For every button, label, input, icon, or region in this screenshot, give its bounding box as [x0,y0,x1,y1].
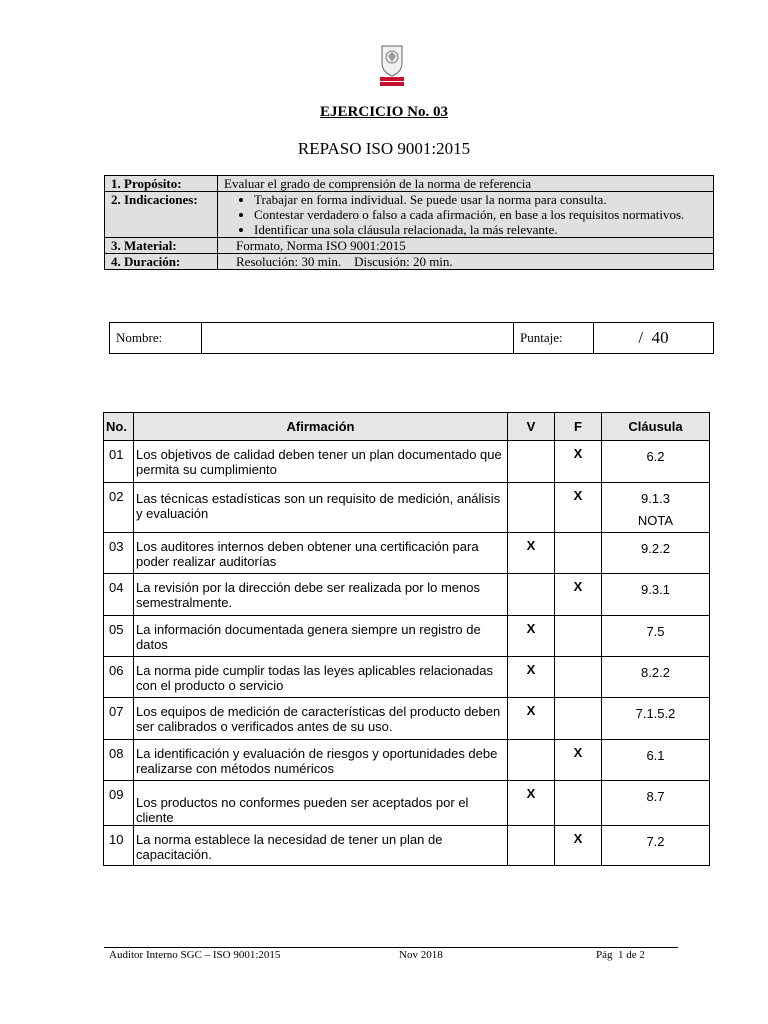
header-f: F [555,413,602,441]
row-v-mark[interactable]: X [508,781,555,826]
duracion-value: Resolución: 30 min. Discusión: 20 min. [218,254,714,270]
table-row [104,698,710,740]
row-clausula: 9.1.3 NOTA [602,483,710,533]
indicacion-item: • Identificar una sola cláusula relacionada, la más relevante. [254,222,707,237]
table-row [104,441,710,483]
row-f-mark[interactable]: X [555,826,602,866]
row-f-mark[interactable]: X [555,740,602,781]
name-field[interactable] [202,323,514,354]
row-v-mark[interactable]: X [508,616,555,657]
row-v-mark[interactable]: X [508,657,555,698]
table-row [104,781,710,826]
row-number: 10 [104,826,134,866]
score-label: Puntaje: [514,323,594,354]
exercise-title: EJERCICIO No. 03 [320,104,448,120]
row-number: 07 [104,698,134,740]
row-statement: Los productos no conformes pueden ser aceptados por el cliente [134,781,508,826]
row-v-mark[interactable] [508,483,555,533]
indicacion-item: • Contestar verdadero o falso a cada afirmación, en base a los requisitos normativos. [254,207,707,222]
footer-page: Pág 1 de 2 [596,949,645,961]
name-label: Nombre: [110,323,202,354]
table-header-row [104,413,710,441]
table-row [104,826,710,866]
table-row [104,657,710,698]
header-afirmacion: Afirmación [134,413,508,441]
duracion-row [105,254,714,270]
row-v-mark[interactable] [508,740,555,781]
row-v-mark[interactable]: X [508,698,555,740]
row-statement: Los equipos de medición de características del producto deben ser calibrados o verificados antes de su uso. [134,698,508,740]
bureau-veritas-logo-icon [374,43,410,87]
row-clausula: 6.1 [602,740,710,781]
indicacion-item: • Trabajar en forma individual. Se puede usar la norma para consulta. [254,192,707,207]
indicaciones-list [224,192,707,237]
row-clausula: 9.2.2 [602,533,710,574]
row-f-mark[interactable] [555,781,602,826]
row-f-mark[interactable] [555,533,602,574]
duracion-label: 4. Duración: [105,254,218,270]
proposito-label: 1. Propósito: [105,176,218,192]
row-number: 02 [104,483,134,533]
table-row [104,616,710,657]
row-clausula: 7.2 [602,826,710,866]
row-f-mark[interactable] [555,657,602,698]
row-clausula: 8.2.2 [602,657,710,698]
instructions-table [104,175,714,270]
row-clausula: 8.7 [602,781,710,826]
table-row [104,740,710,781]
row-f-mark[interactable]: X [555,483,602,533]
row-statement: La norma establece la necesidad de tener un plan de capacitación. [134,826,508,866]
row-clausula: 7.1.5.2 [602,698,710,740]
row-v-mark[interactable]: X [508,533,555,574]
score-field[interactable]: / 40 [594,323,714,354]
row-f-mark[interactable] [555,698,602,740]
row-number: 06 [104,657,134,698]
header-clausula: Cláusula [602,413,710,441]
row-v-mark[interactable] [508,826,555,866]
table-row [104,574,710,616]
footer-course: Auditor Interno SGC – ISO 9001:2015 [109,949,281,961]
header-no: No. [104,413,134,441]
material-value: Formato, Norma ISO 9001:2015 [218,238,714,254]
row-number: 05 [104,616,134,657]
table-row [104,483,710,533]
row-statement: La norma pide cumplir todas las leyes aplicables relacionadas con el producto o servicio [134,657,508,698]
row-statement: La revisión por la dirección debe ser realizada por lo menos semestralmente. [134,574,508,616]
row-f-mark[interactable]: X [555,441,602,483]
row-clausula: 9.3.1 [602,574,710,616]
proposito-value: Evaluar el grado de comprensión de la norma de referencia [218,176,714,192]
footer-date: Nov 2018 [399,949,443,961]
row-statement: Los auditores internos deben obtener una certificación para poder realizar auditorías [134,533,508,574]
indicaciones-label: 2. Indicaciones: [105,192,218,238]
row-v-mark[interactable] [508,441,555,483]
exercise-subtitle: REPASO ISO 9001:2015 [297,139,471,158]
indicaciones-row [105,192,714,238]
row-v-mark[interactable] [508,574,555,616]
material-row [105,238,714,254]
row-number: 09 [104,781,134,826]
statements-table [103,412,710,866]
row-clausula: 7.5 [602,616,710,657]
score-table [109,322,714,354]
row-statement: La información documentada genera siempre un registro de datos [134,616,508,657]
footer-divider [104,947,678,948]
row-statement: Los objetivos de calidad deben tener un plan documentado que permita su cumplimiento [134,441,508,483]
row-statement: Las técnicas estadísticas son un requisito de medición, análisis y evaluación [134,483,508,533]
row-number: 08 [104,740,134,781]
row-number: 04 [104,574,134,616]
row-clausula: 6.2 [602,441,710,483]
proposito-row [105,176,714,192]
row-f-mark[interactable] [555,616,602,657]
row-f-mark[interactable]: X [555,574,602,616]
material-label: 3. Material: [105,238,218,254]
row-statement: La identificación y evaluación de riesgos y oportunidades debe realizarse con métodos numéricos [134,740,508,781]
indicaciones-value [218,192,714,238]
header-v: V [508,413,555,441]
row-number: 03 [104,533,134,574]
row-number: 01 [104,441,134,483]
table-row [104,533,710,574]
